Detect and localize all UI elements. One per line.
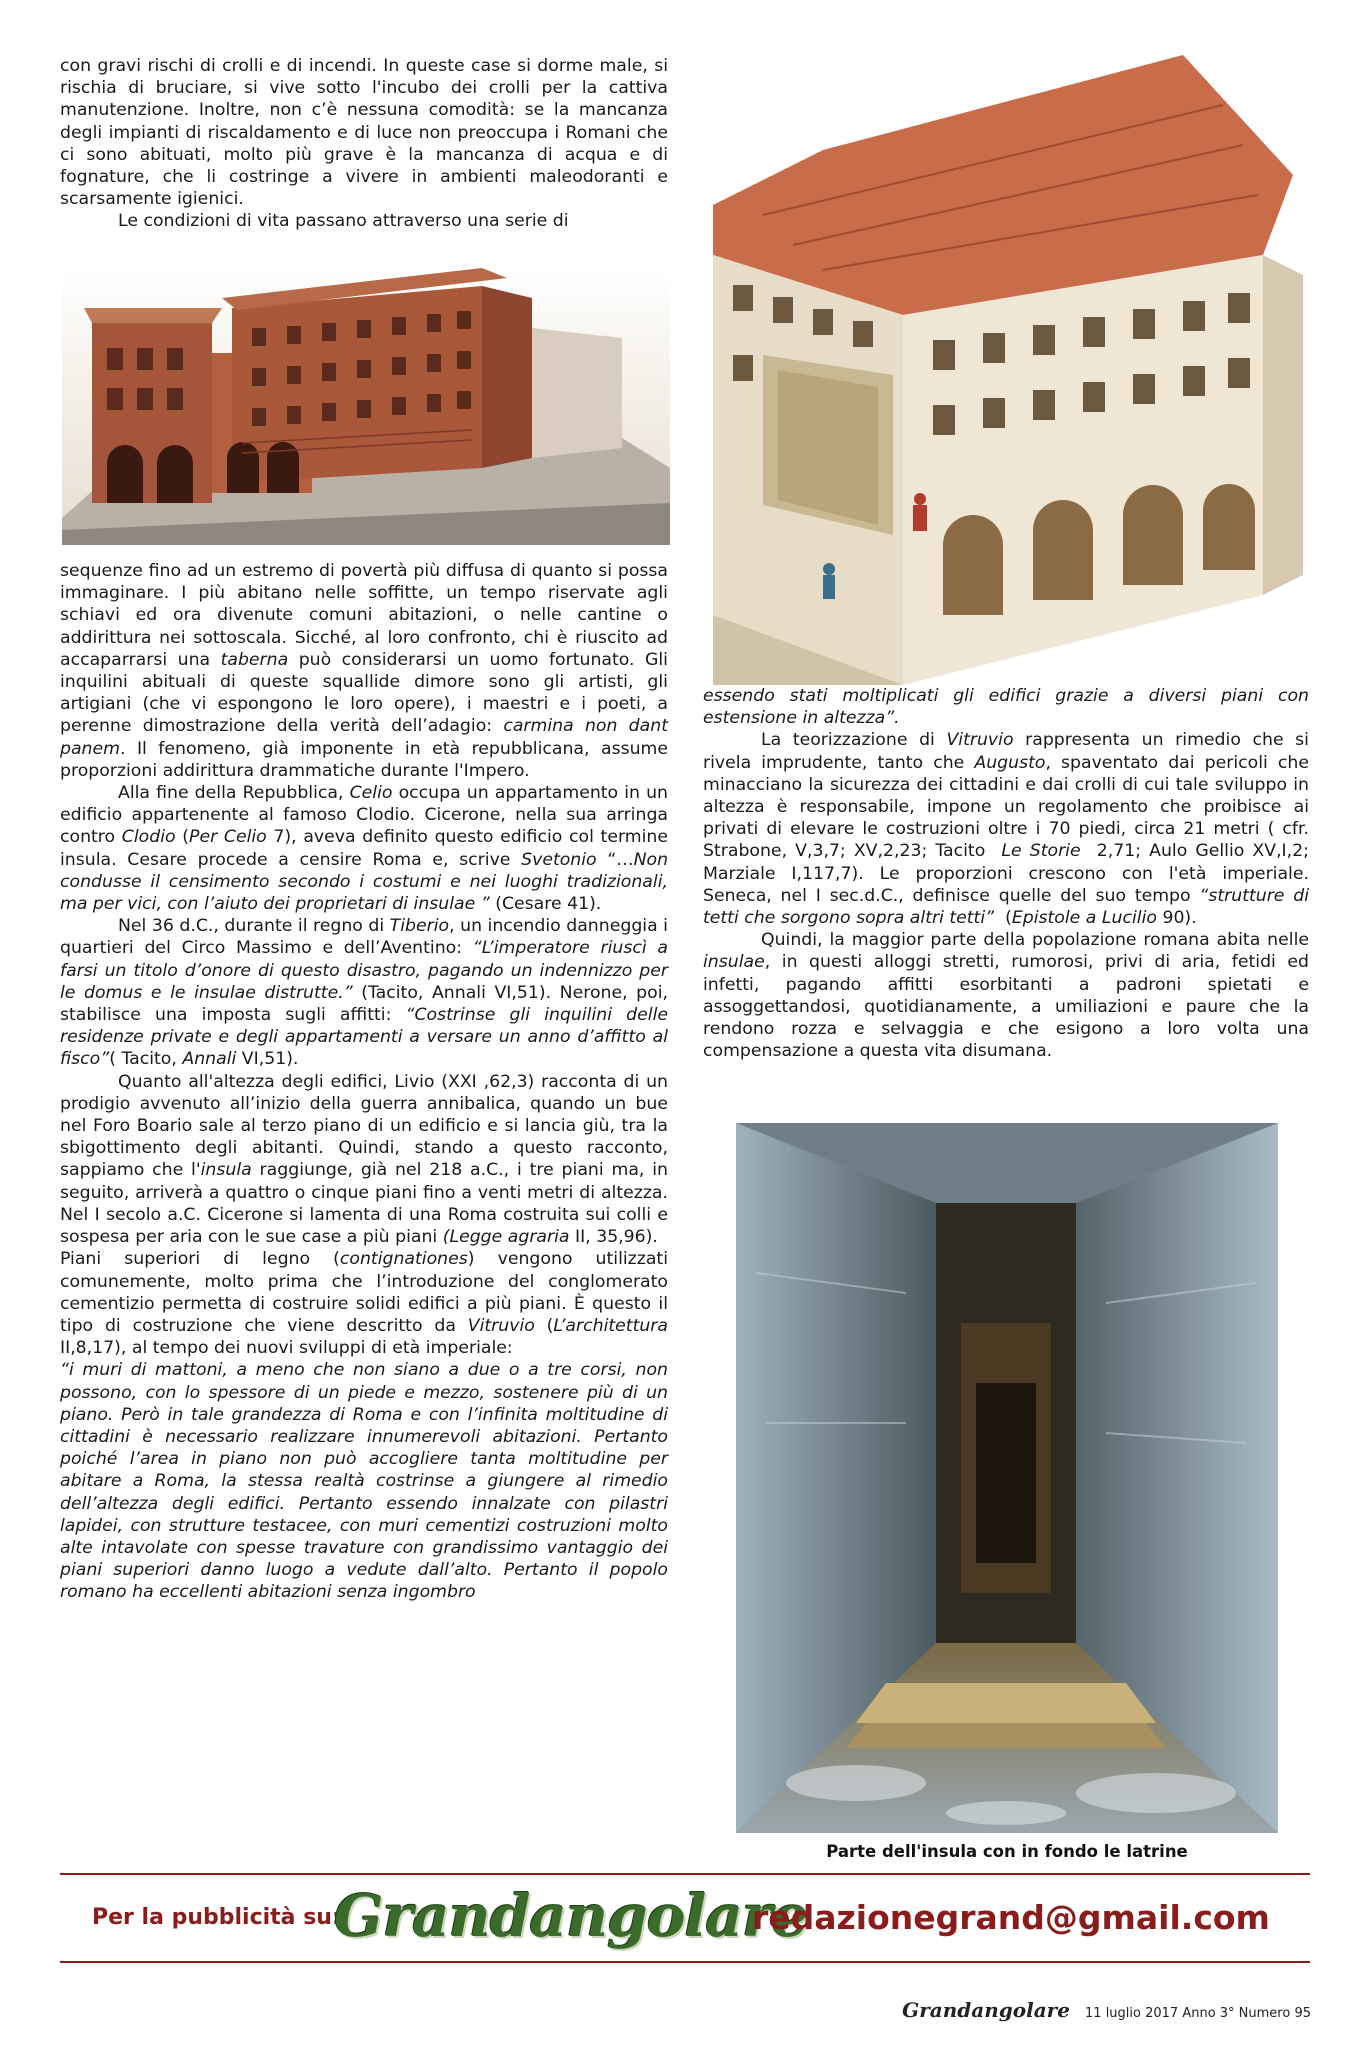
- ad-band-top-rule: [60, 1873, 1310, 1875]
- ad-label: Per la pubblicità su:: [92, 1905, 341, 1930]
- article-paragraph: Nel 36 d.C., durante il regno di Tiberio, un incendio danneggia i quartieri del Circo Massimo e dell’Aventino: “L’imperatore riuscì a farsi un titolo d’onore di questo disastro, pagando un indennizzo per le domus e le insulae distrutte.” (Tacito, Annali VI,51). Nerone, poi, stabilisce una imposta sugli affitti: “Costrinse gli inquilini delle residenze private e degli appartamenti a versare un anno d’affitto al fisco”( Tacito, Annali VI,51).: [60, 916, 668, 1070]
- article-paragraph: Quindi, la maggior parte della popolazione romana abita nelle insulae, in questi alloggi stretti, rumorosi, privi di aria, fetidi ed infetti, pagando affitti esorbitanti a padroni spietati e assoggettandosi, quotidianamente, a umiliazioni e paure che la rendono rozza e selvaggia e che esigono a loro volta una compensazione a questa vita disumana.: [703, 930, 1309, 1062]
- article-column-right: [703, 685, 1309, 1062]
- insula-cutaway-illustration: [703, 55, 1313, 685]
- corridor-photo-caption: Parte dell'insula con in fondo le latrine: [826, 1842, 1188, 1861]
- article-paragraph: essendo stati moltiplicati gli edifici grazie a diversi piani con estensione in altezza”.: [703, 686, 1309, 729]
- insula-corridor-photo: [736, 1123, 1278, 1833]
- insula-cutaway-image: [703, 55, 1313, 685]
- article-paragraph: Le condizioni di vita passano attraverso una serie di: [118, 211, 569, 232]
- article-column-left-top: [60, 55, 668, 233]
- ad-email-link[interactable]: redazionegrand@gmail.com: [752, 1898, 1270, 1937]
- article-column-left-main: [60, 560, 668, 1604]
- ad-band-bottom-rule: [60, 1961, 1310, 1963]
- footer-issue-info: 11 luglio 2017 Anno 3° Numero 95: [1085, 2006, 1311, 2021]
- article-paragraph: con gravi rischi di crolli e di incendi. In queste case si dorme male, si rischia di bruciare, si vive sotto l'incubo dei crolli per la cattiva manutenzione. Inoltre, non c’è nessuna comodità: se la mancanza degli impianti di riscaldamento e di luce non preoccupa i Romani che ci sono abituati, molto più grave è la mancanza di acqua e di fognature, che li costringe a vivere in ambienti maleodoranti e scarsamente igienici.: [60, 56, 668, 210]
- insula-model-illustration: [62, 268, 670, 545]
- insula-corridor-illustration: [736, 1123, 1278, 1833]
- article-paragraph: Alla fine della Repubblica, Celio occupa un appartamento in un edificio appartenente al famoso Clodio. Cicerone, nella sua arringa contro Clodio (Per Celio 7), aveva definito questo edificio col termine insula. Cesare procede a censire Roma e, scrive Svetonio “…Non condusse il censimento secondo i costumi e nei luoghi tradizionali, ma per vici, con l’aiuto dei proprietari di insulae ” (Cesare 41).: [60, 783, 669, 915]
- grandangolare-logo: Grandangolare: [334, 1882, 808, 1950]
- article-paragraph: “i muri di mattoni, a meno che non siano a due o a tre corsi, non possono, con lo spessore di un piede e mezzo, sostenere più di un piano. Però in tale grandezza di Roma e con l’infinita moltitudine di cittadini è necessario realizzare innumerevoli abitazioni. Pertanto poiché l’area in piano non può accogliere tanta moltitudine per abitare a Roma, la stessa realtà costrinse a giungere al rimedio dell’altezza degli edifici. Pertanto essendo innalzate con pilastri lapidei, con strutture testacee, con muri cementizi costruzioni molto alte intavolate con spesse travature con grandissimo vantaggio dei piani superiori danno luogo a vedute dall’alto. Pertanto il popolo romano ha eccellenti abitazioni senza ingombro: [60, 1360, 668, 1603]
- article-paragraph: sequenze fino ad un estremo di povertà più diffusa di quanto si possa immaginare. I più abitano nelle soffitte, un tempo riservate agli schiavi ed ora divenute comuni abitazioni, o nelle cantine o addirittura nei sottoscala. Sicché, al loro confronto, chi è riuscito ad accaparrarsi una taberna può considerarsi un uomo fortunato. Gli inquilini abituali di queste squallide dimore sono gli artisti, gli artigiani (che vi espongono le loro opere), i maestri e i poeti, a perenne dimostrazione della verità dell’adagio: carmina non dant panem. Il fenomeno, già imponente in età repubblicana, assume proporzioni addirittura drammatiche durante l'Impero.: [60, 561, 668, 781]
- article-paragraph: Piani superiori di legno (contignationes) vengono utilizzati comunemente, molto prima che l’introduzione del conglomerato cementizio permetta di costruire solidi edifici a più piani. È questo il tipo di costruzione che viene descritto da Vitruvio (L’architettura II,8,17), al tempo dei nuovi sviluppi di età imperiale:: [60, 1249, 668, 1359]
- insula-model-image: [62, 268, 670, 545]
- page-footer: [902, 1998, 1311, 2022]
- article-paragraph: La teorizzazione di Vitruvio rappresenta un rimedio che si rivela imprudente, tanto che Augusto, spaventato dai pericoli che minacciano la sicurezza dei cittadini e dai crolli di cui tale sviluppo in altezza è responsabile, impone un regolamento che proibisce ai privati di elevare le costruzioni oltre i 70 piedi, circa 21 metri ( cfr. Strabone, V,3,7; XV,2,23; Tacito Le Storie 2,71; Aulo Gellio XV,I,2; Marziale I,117,7). Le proporzioni crescono con l'età imperiale. Seneca, nel I sec.d.C., definisce quelle del suo tempo “strutture di tetti che sorgono sopra altri tetti” (Epistole a Lucilio 90).: [703, 730, 1309, 929]
- footer-brand: Grandangolare: [902, 1998, 1070, 2022]
- article-paragraph: Quanto all'altezza degli edifici, Livio (XXI ,62,3) racconta di un prodigio avvenuto all’inizio della guerra annibalica, quando un bue nel Foro Boario sale al terzo piano di un edificio e si lancia giù, tra la sbigottimento degli abitanti. Quindi, stando a questo racconto, sappiamo che l'insula raggiunge, già nel 218 a.C., i tre piani ma, in seguito, arriverà a quattro o cinque piani fino a venti metri di altezza. Nel I secolo a.C. Cicerone si lamenta di una Roma costruita sui colli e sospesa per aria con le sue case a più piani (Legge agraria II, 35,96).: [60, 1071, 668, 1248]
